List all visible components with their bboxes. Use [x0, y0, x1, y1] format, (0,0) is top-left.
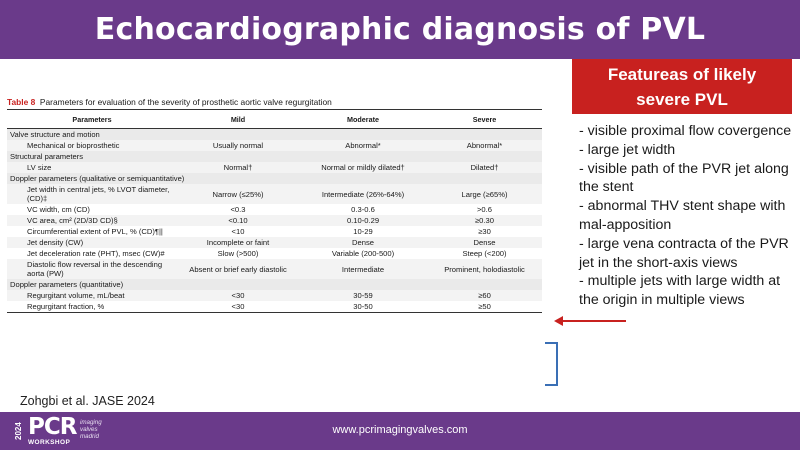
table-cell: ≥30 [427, 226, 542, 237]
bullet-item: - visible path of the PVR jet along the stent [579, 160, 789, 196]
table-cell: Steep (<200) [427, 248, 542, 259]
table-cell: Intermediate (26%-64%) [299, 184, 427, 204]
table-row [7, 184, 542, 204]
table-section-row [7, 129, 542, 141]
table-caption [7, 95, 542, 109]
table-section-label: Doppler parameters (quantitative) [7, 279, 542, 290]
table-row [7, 204, 542, 215]
table-cell: <0.10 [177, 215, 299, 226]
table-row [7, 215, 542, 226]
table-cell: <10 [177, 226, 299, 237]
table-cell: Narrow (≤25%) [177, 184, 299, 204]
website-link[interactable]: www.pcrimagingvalves.com [332, 424, 468, 436]
bullet-item: - multiple jets with large width at the origin in multiple views [579, 273, 781, 309]
bullet-item: - large vena contracta of the PVR jet in the short-axis views [579, 235, 789, 271]
table-row [7, 259, 542, 279]
bullet-item: - abnormal THV stent shape with mal-apposition [579, 198, 786, 233]
table-cell: >0.6 [427, 204, 542, 215]
table-section-label: Valve structure and motion [7, 129, 542, 141]
footer-bar [0, 412, 800, 450]
feature-bullets [579, 122, 799, 310]
table-cell: 0.3-0.6 [299, 204, 427, 215]
header-parameters: Parameters [7, 110, 177, 129]
logo-tag-line: valves [80, 426, 98, 433]
table-cell: Jet width in central jets, % LVOT diameter, (CD)‡ [7, 184, 177, 204]
table-cell: <30 [177, 301, 299, 313]
bullet-item: - visible proximal flow covergence [579, 123, 792, 139]
severity-table-figure [7, 95, 542, 313]
logo-tag-line: madrid [80, 433, 99, 440]
table-cell: <30 [177, 290, 299, 301]
table-header-row [7, 110, 542, 129]
table-cell: 10-29 [299, 226, 427, 237]
table-cell: Circumferential extent of PVL, % (CD)¶|| [7, 226, 177, 237]
table-cell: Normal or mildly dilated† [299, 162, 427, 173]
table-title: Parameters for evaluation of the severity of prosthetic aortic valve regurgitation [39, 97, 332, 107]
table-section-row [7, 173, 542, 184]
table-row [7, 226, 542, 237]
table-cell: Regurgitant volume, mL/beat [7, 290, 177, 301]
table-cell: Regurgitant fraction, % [7, 301, 177, 313]
table-cell: LV size [7, 162, 177, 173]
table-cell: Jet deceleration rate (PHT), msec (CW)# [7, 248, 177, 259]
table-cell: ≥0.30 [427, 215, 542, 226]
table-cell: 30-50 [299, 301, 427, 313]
table-cell: 0.10-0.29 [299, 215, 427, 226]
bullet-item: - large jet width [579, 141, 676, 158]
logo-year: 2024 [14, 422, 23, 440]
table-section-row [7, 279, 542, 290]
table-cell: Dense [299, 237, 427, 248]
table-body [7, 129, 542, 313]
callout-line-1: Featureas of likely [607, 65, 757, 84]
slide-title: Echocardiographic diagnosis of PVL [94, 12, 706, 47]
table-label: Table 8 [7, 97, 36, 107]
table-cell: Prominent, holodiastolic [427, 259, 542, 279]
header-moderate: Moderate [299, 110, 427, 129]
table-cell: Intermediate [299, 259, 427, 279]
table-row [7, 162, 542, 173]
table-section-label: Structural parameters [7, 151, 542, 162]
table-cell: Normal† [177, 162, 299, 173]
table-cell: ≥50 [427, 301, 542, 313]
header-severe: Severe [427, 110, 542, 129]
table-cell: Incomplete or faint [177, 237, 299, 248]
table-row [7, 301, 542, 313]
table-row [7, 237, 542, 248]
table-row [7, 140, 542, 151]
title-bar [0, 0, 800, 59]
header-mild: Mild [177, 110, 299, 129]
table-cell: Variable (200-500) [299, 248, 427, 259]
callout-line-2: severe PVL [636, 90, 728, 109]
table-row [7, 290, 542, 301]
table-cell: VC area, cm² (2D/3D CD)§ [7, 215, 177, 226]
table-cell: Abnormal* [427, 140, 542, 151]
logo-tag-line: imaging [80, 419, 102, 426]
severity-table [7, 109, 542, 313]
table-section-row [7, 151, 542, 162]
citation: Zohgbi et al. JASE 2024 [20, 394, 155, 408]
table-cell: Usually normal [177, 140, 299, 151]
table-cell: Slow (>500) [177, 248, 299, 259]
right-bracket-icon [543, 341, 563, 387]
table-section-label: Doppler parameters (qualitative or semiquantitative) [7, 173, 542, 184]
table-cell: Absent or brief early diastolic [177, 259, 299, 279]
table-cell: Abnormal* [299, 140, 427, 151]
table-cell: Jet density (CW) [7, 237, 177, 248]
table-cell: Dense [427, 237, 542, 248]
table-cell: Dilated† [427, 162, 542, 173]
table-row [7, 248, 542, 259]
table-cell: Large (≥65%) [427, 184, 542, 204]
table-cell: 30-59 [299, 290, 427, 301]
logo-brand: PCR [28, 414, 77, 440]
table-cell: <0.3 [177, 204, 299, 215]
table-cell: Diastolic flow reversal in the descending aorta (PW) [7, 259, 177, 279]
severe-pvl-callout [572, 59, 792, 114]
left-arrow-icon [553, 314, 628, 328]
table-cell: ≥60 [427, 290, 542, 301]
logo-workshop: WORKSHOP [28, 439, 71, 446]
table-cell: VC width, cm (CD) [7, 204, 177, 215]
table-cell: Mechanical or bioprosthetic [7, 140, 177, 151]
